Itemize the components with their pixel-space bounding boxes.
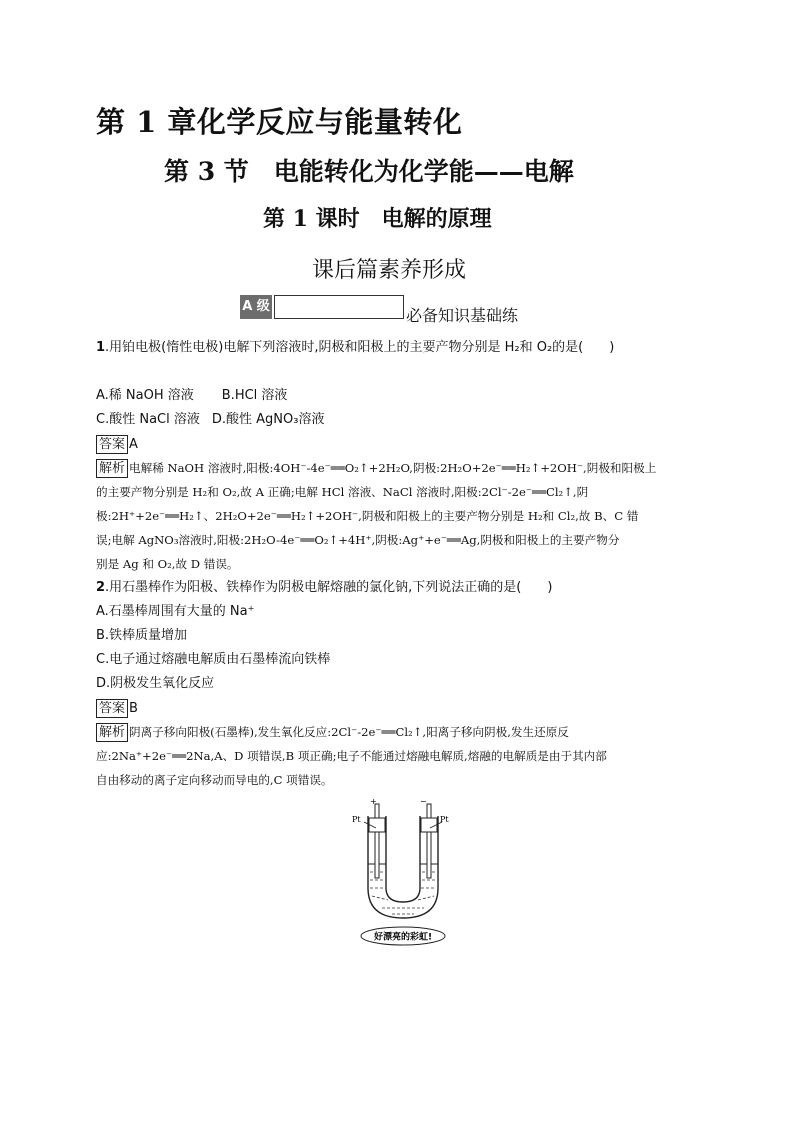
q2-analysis-line2: 应:2Na⁺+2e⁻══2Na,A、D 项错误,B 项正确;电子不能通过熔融电解质,熔融的电解质是由于其内部 [96, 749, 607, 763]
chapter-title: 第 1 章化学反应与能量转化 [96, 105, 463, 139]
q2-option-d: D.阴极发生氧化反应 [96, 676, 215, 691]
electrode-right [427, 804, 431, 878]
q1-option-c: C.酸性 NaCl 溶液 [96, 412, 200, 427]
q1-analysis-line3: 极:2H⁺+2e⁻══H₂↑、2H₂O+2e⁻══H₂↑+2OH⁻,阴极和阳极上的主要产物分别是 H₂和 Cl₂,故 B、C 错 [96, 509, 639, 523]
lesson-title: 第 1 课时 电解的原理 [263, 206, 492, 232]
stopper-left [369, 818, 385, 832]
q2-analysis-line1: 解析 阴离子移向阳极(石墨棒),发生氧化反应:2Cl⁻-2e⁻══Cl₂↑,阳离子移向阴极,发生还原反 [96, 723, 569, 742]
analysis-tag: 解析 [96, 459, 128, 478]
level-header [240, 295, 518, 325]
q2-analysis-line3: 自由移动的离子定向移动而导电的,C 项错误。 [96, 773, 333, 787]
q1-number: 1 [96, 340, 106, 355]
level-title: 必备知识基础练 [406, 306, 519, 325]
u-tube-electrolysis-figure [352, 796, 454, 946]
pt-label-right: Pt [440, 815, 449, 824]
q1-stem [96, 339, 614, 357]
u-tube-inner [386, 816, 420, 902]
analysis-tag: 解析 [96, 723, 128, 742]
q1-analysis-line5: 别是 Ag 和 O₂,故 D 错误。 [96, 557, 239, 571]
q1-analysis-line4: 误;电解 AgNO₃溶液时,阳极:2H₂O-4e⁻══O₂↑+4H⁺,阴极:Ag⁺+e⁻══Ag,阴极和阳极上的主要产物分 [96, 533, 620, 547]
section-title: 第 3 节 电能转化为化学能——电解 [164, 157, 574, 186]
answer-tag: 答案 [96, 699, 128, 718]
q1-options-row2 [96, 411, 324, 429]
stopper-right [421, 818, 437, 832]
q2-option-a: A.石墨棒周围有大量的 Na⁺ [96, 604, 255, 619]
plus-sign: + [370, 797, 377, 806]
q1-stem-text: .用铂电极(惰性电极)电解下列溶液时,阴极和阳极上的主要产物分别是 H₂和 O₂的是( ) [105, 340, 615, 355]
q1-option-d: D.酸性 AgNO₃溶液 [211, 412, 325, 427]
q2-option-b: B.铁棒质量增加 [96, 628, 188, 643]
q1-analysis-line1: 解析 电解稀 NaOH 溶液时,阳极:4OH⁻-4e⁻══O₂↑+2H₂O,阴极:2H₂O+2e⁻══H₂↑+2OH⁻,阴极和阳极上 [96, 459, 656, 478]
q1-analysis-line2: 的主要产物分别是 H₂和 O₂,故 A 正确;电解 HCl 溶液、NaCl 溶液时,阳极:2Cl⁻-2e⁻══Cl₂↑,阴 [96, 485, 589, 499]
q1-answer [96, 435, 138, 454]
liquid-fill [370, 872, 436, 914]
practice-title: 课后篇素养形成 [312, 258, 467, 283]
level-badge: A 级 [240, 295, 272, 319]
electrode-left [375, 804, 379, 878]
pt-label-left: Pt [352, 815, 361, 824]
q2-number: 2 [96, 580, 106, 595]
q1-option-a: A.稀 NaOH 溶液 [96, 388, 194, 403]
q2-answer [96, 699, 138, 718]
q2-stem-text: .用石墨棒作为阳极、铁棒作为阴极电解熔融的氯化钠,下列说法正确的是( ) [105, 580, 553, 595]
q1-answer-value: A [129, 437, 138, 452]
q1-option-b: B.HCl 溶液 [221, 388, 288, 403]
caption-text: 好漂亮的彩虹! [373, 932, 433, 943]
q2-option-c: C.电子通过熔融电解质由石墨棒流向铁棒 [96, 652, 331, 667]
level-blank-box [274, 295, 404, 319]
q1-options-row1 [96, 387, 287, 405]
answer-tag: 答案 [96, 435, 128, 454]
q2-answer-value: B [129, 701, 138, 716]
q2-stem [96, 579, 552, 597]
minus-sign: − [420, 797, 427, 806]
